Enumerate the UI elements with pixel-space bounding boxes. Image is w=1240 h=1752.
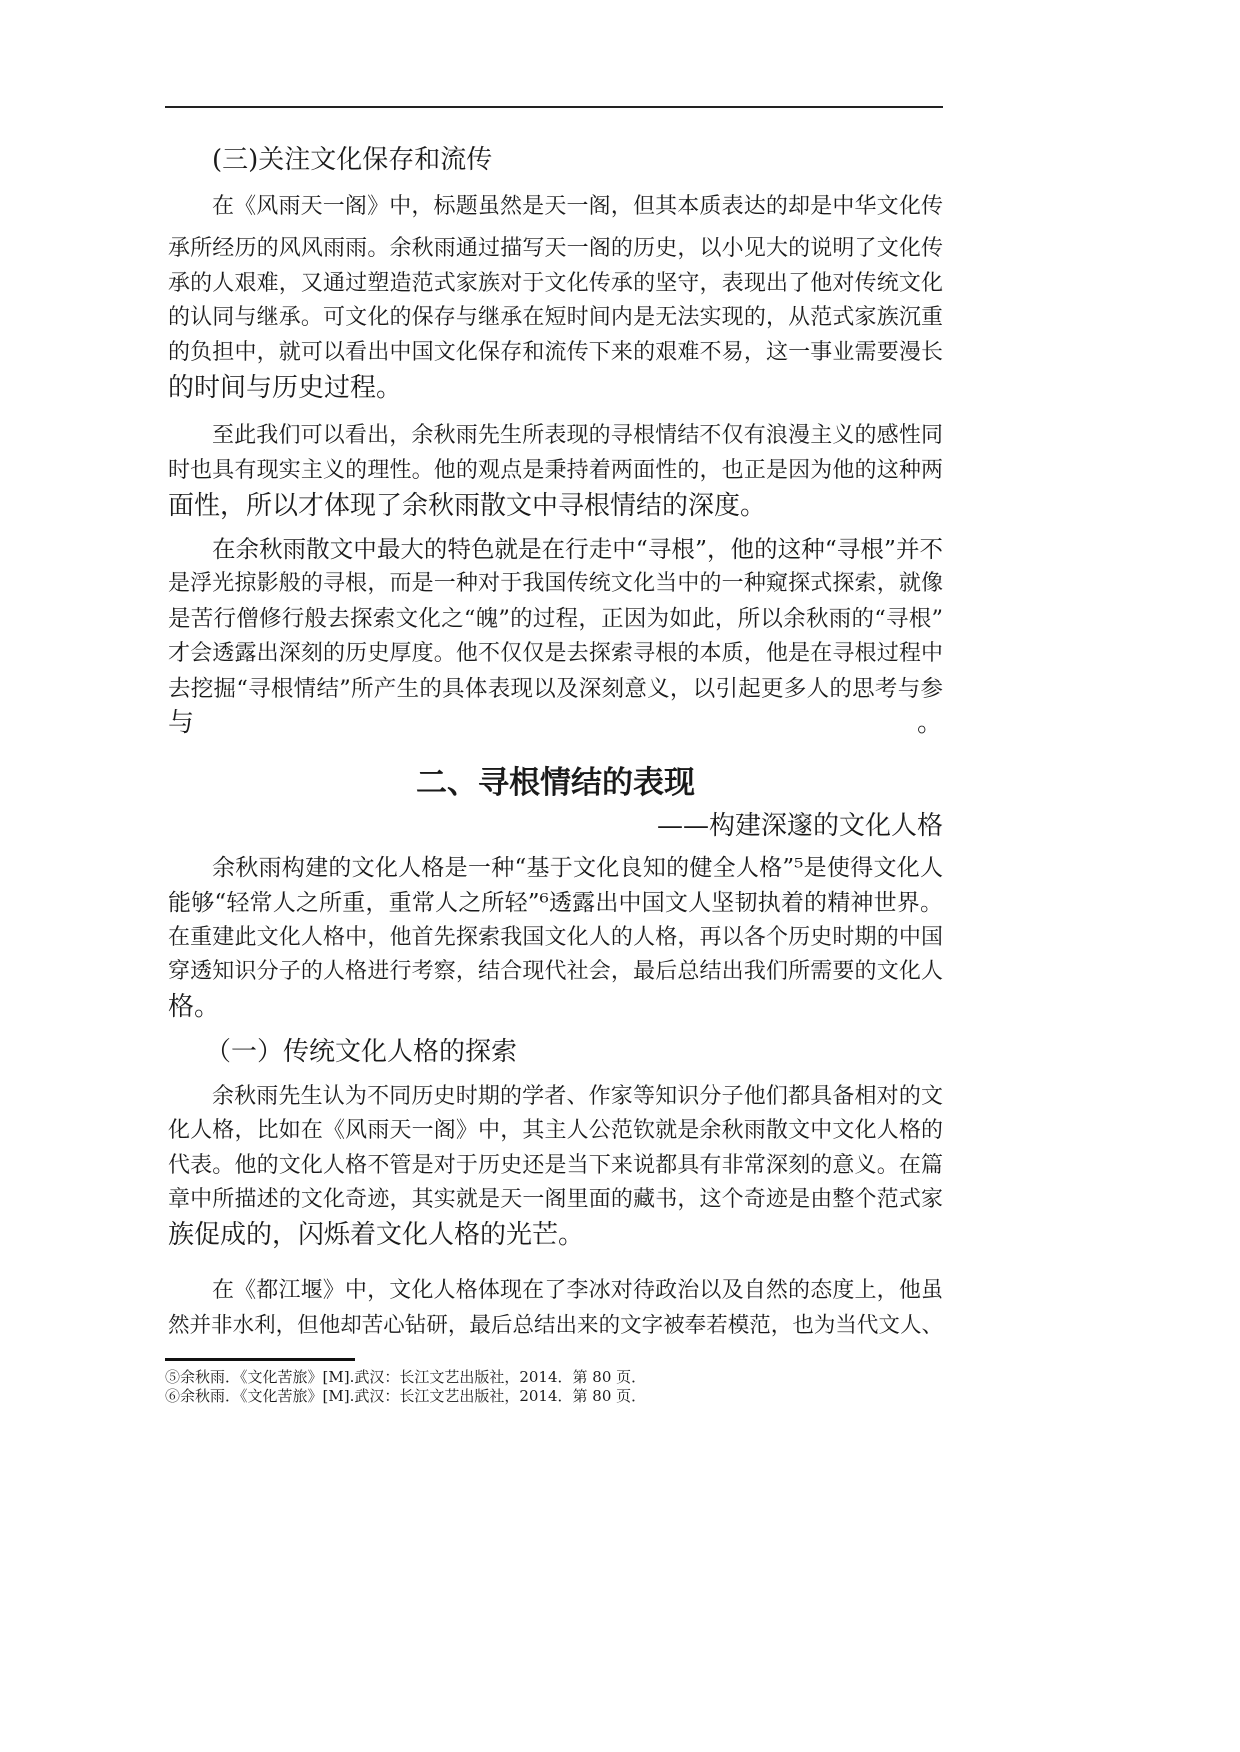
paragraph-line: 才会透露出深刻的历史厚度。他不仅仅是去探索寻根的本质，他是在寻根过程中 (168, 641, 943, 666)
paragraph-line: 承所经历的风风雨雨。余秋雨通过描写天一阁的历史，以小见大的说明了文化传 (168, 236, 943, 261)
paragraph-line: 代表。他的文化人格不管是对于历史还是当下来说都具有非常深刻的意义。在篇 (168, 1153, 943, 1178)
paragraph-line: 族促成的，闪烁着文化人格的光芒。 (168, 1220, 585, 1250)
paragraph-line: 的负担中，就可以看出中国文化保存和流传下来的艰难不易，这一事业需要漫长 (168, 340, 943, 365)
paragraph-line: 在《都江堰》中，文化人格体现在了李冰对待政治以及自然的态度上，他虽 (212, 1278, 943, 1303)
paragraph-line: 与。 (168, 708, 943, 738)
paragraph-line: 格。 (168, 992, 221, 1022)
paragraph-line: 时也具有现实主义的理性。他的观点是秉持着两面性的，也正是因为他的这种两 (168, 458, 943, 483)
paragraph-line: 章中所描述的文化奇迹，其实就是天一阁里面的藏书，这个奇迹是由整个范式家 (168, 1187, 943, 1212)
paragraph-line: 穿透知识分子的人格进行考察，结合现代社会，最后总结出我们所需要的文化人 (168, 959, 943, 984)
paragraph-line: 化人格，比如在《风雨天一阁》中，其主人公范钦就是余秋雨散文中文化人格的 (168, 1118, 943, 1143)
section-heading: (三)关注文化保存和流传 (212, 145, 493, 175)
paragraph-line: 能够“轻常人之所重，重常人之所轻”⁶透露出中国文人坚韧执着的精神世界。 (168, 890, 943, 916)
footnote: ⑥余秋雨．《文化苦旅》[M].武汉：长江文艺出版社，2014．第 80 页． (165, 1387, 647, 1405)
paragraph-line: 的认同与继承。可文化的保存与继承在短时间内是无法实现的，从范式家族沉重 (168, 305, 943, 330)
header-rule (165, 106, 943, 108)
paragraph-line: 面性，所以才体现了余秋雨散文中寻根情结的深度。 (168, 491, 767, 521)
paragraph-line: 承的人艰难，又通过塑造范式家族对于文化传承的坚守，表现出了他对传统文化 (168, 271, 943, 296)
paragraph-line: 余秋雨构建的文化人格是一种“基于文化良知的健全人格”⁵是使得文化人 (212, 855, 943, 881)
footnote-separator (165, 1358, 355, 1361)
paragraph-line: 在余秋雨散文中最大的特色就是在行走中“寻根”，他的这种“寻根”并不 (212, 535, 943, 563)
paragraph-line: 余秋雨先生认为不同历史时期的学者、作家等知识分子他们都具备相对的文 (212, 1084, 943, 1109)
chapter-subtitle: ——构建深邃的文化人格 (656, 811, 943, 841)
paragraph-line: 在《风雨天一阁》中，标题虽然是天一阁，但其本质表达的却是中华文化传 (212, 194, 943, 219)
paragraph-line: 的时间与历史过程。 (168, 373, 403, 403)
paragraph-line: 是苦行僧修行般去探索文化之“魄”的过程，正因为如此，所以余秋雨的“寻根” (168, 606, 943, 632)
chapter-title: 二、寻根情结的表现 (416, 765, 695, 801)
paragraph-line: 在重建此文化人格中，他首先探索我国文化人的人格，再以各个历史时期的中国 (168, 925, 943, 950)
section-heading: （一）传统文化人格的探索 (205, 1037, 518, 1067)
paragraph-line: 至此我们可以看出，余秋雨先生所表现的寻根情结不仅有浪漫主义的感性同 (212, 423, 943, 448)
paragraph-line: 是浮光掠影般的寻根，而是一种对于我国传统文化当中的一种窥探式探索，就像 (168, 571, 943, 596)
paragraph-line: 然并非水利，但他却苦心钻研，最后总结出来的文字被奉若模范，也为当代文人、 (168, 1313, 943, 1338)
footnote: ⑤余秋雨．《文化苦旅》[M].武汉：长江文艺出版社，2014．第 80 页． (165, 1368, 647, 1386)
paragraph-line: 去挖掘“寻根情结”所产生的具体表现以及深刻意义，以引起更多人的思考与参 (168, 676, 943, 702)
